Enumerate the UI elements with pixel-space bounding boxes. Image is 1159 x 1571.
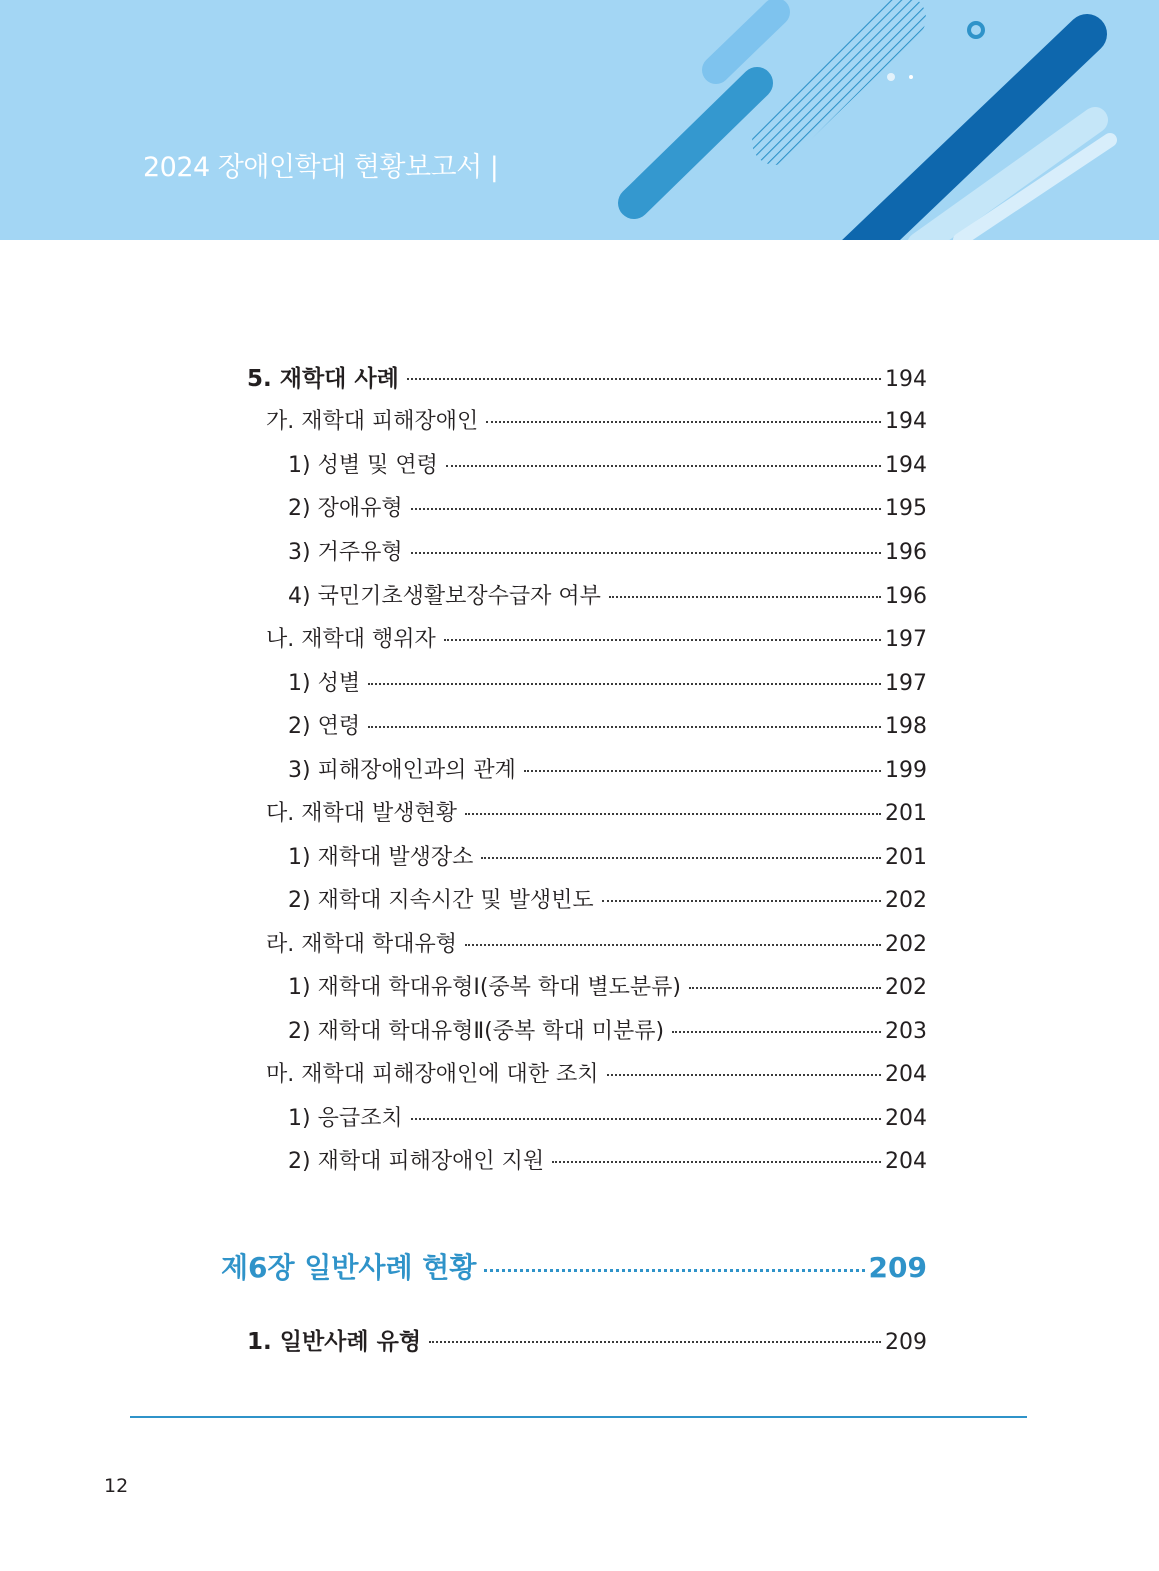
- toc-entry-na-2[interactable]: [288, 709, 927, 740]
- toc-entry-page: 194: [885, 409, 927, 434]
- toc-entry-section-1[interactable]: [247, 1323, 927, 1356]
- toc-entry-ra-2[interactable]: [288, 1014, 927, 1045]
- toc-entry-page: 194: [885, 367, 927, 392]
- toc-entry-ma-2[interactable]: [288, 1144, 927, 1175]
- toc-entry-page: 204: [885, 1149, 927, 1174]
- toc-entry-label: 1) 재학대 학대유형Ⅰ(중복 학대 별도분류): [288, 975, 681, 1000]
- toc-entry-label: 2) 재학대 학대유형Ⅱ(중복 학대 미분류): [288, 1019, 665, 1044]
- toc-entry-ga-2[interactable]: [288, 491, 927, 522]
- leader-dots: [411, 508, 881, 510]
- toc-entry-da[interactable]: [266, 796, 927, 827]
- toc-entry-ra-1[interactable]: [288, 970, 927, 1001]
- leader-dots: [446, 465, 881, 467]
- toc-chapter-label: 제6장 일반사례 현황: [221, 1251, 477, 1284]
- report-title: 2024 장애인학대 현황보고서 |: [143, 152, 499, 183]
- toc-entry-label: 나. 재학대 행위자: [266, 627, 436, 652]
- toc-entry-page: 196: [885, 584, 927, 609]
- leader-dots: [429, 1341, 881, 1343]
- toc-entry-label: 2) 재학대 피해장애인 지원: [288, 1149, 545, 1174]
- toc-entry-page: 201: [885, 801, 927, 826]
- toc-entry-label: 2) 재학대 지속시간 및 발생빈도: [288, 888, 594, 913]
- toc-entry-label: 마. 재학대 피해장애인에 대한 조치: [266, 1062, 599, 1087]
- toc-chapter-page: 209: [868, 1251, 927, 1284]
- toc-entry-ma-1[interactable]: [288, 1101, 927, 1132]
- toc-entry-ga-1[interactable]: [288, 448, 927, 479]
- toc-entry-label: 1) 성별 및 연령: [288, 453, 438, 478]
- toc-entry-da-1[interactable]: [288, 840, 927, 871]
- toc-entry-page: 195: [885, 496, 927, 521]
- toc-entry-label: 4) 국민기초생활보장수급자 여부: [288, 584, 601, 609]
- footer-divider: [130, 1416, 1027, 1418]
- toc-entry-label: 3) 거주유형: [288, 540, 403, 565]
- leader-dots: [411, 552, 881, 554]
- leader-dots: [486, 421, 881, 423]
- toc-entry-page: 202: [885, 888, 927, 913]
- header-banner: [0, 0, 1159, 240]
- toc-entry-na[interactable]: [266, 622, 927, 653]
- leader-dots: [609, 596, 881, 598]
- leader-dots: [368, 683, 881, 685]
- leader-dots: [444, 639, 881, 641]
- toc-entry-page: 196: [885, 540, 927, 565]
- toc-entry-page: 201: [885, 845, 927, 870]
- leader-dots: [524, 770, 881, 772]
- toc-entry-page: 204: [885, 1106, 927, 1131]
- leader-dots: [672, 1031, 881, 1033]
- toc-entry-label: 1. 일반사례 유형: [247, 1329, 422, 1355]
- toc-entry-ga-3[interactable]: [288, 535, 927, 566]
- toc-entry-na-1[interactable]: [288, 666, 927, 697]
- toc-entry-label: 라. 재학대 학대유형: [266, 932, 457, 957]
- toc-entry-label: 1) 재학대 발생장소: [288, 845, 474, 870]
- toc-entry-label: 3) 피해장애인과의 관계: [288, 758, 516, 783]
- toc-entry-label: 2) 장애유형: [288, 496, 403, 521]
- toc-entry-page: 198: [885, 714, 927, 739]
- leader-dots: [465, 944, 881, 946]
- toc-entry-label: 1) 응급조치: [288, 1106, 403, 1131]
- toc-entry-page: 202: [885, 975, 927, 1000]
- leader-dots: [407, 378, 881, 380]
- decorative-stripes: [0, 0, 1159, 240]
- leader-dots: [552, 1161, 881, 1163]
- leader-dots: [607, 1074, 882, 1076]
- toc-entry-page: 203: [885, 1019, 927, 1044]
- toc-entry-page: 199: [885, 758, 927, 783]
- leader-dots: [602, 900, 881, 902]
- toc-entry-na-3[interactable]: [288, 753, 927, 784]
- toc-entry-page: 197: [885, 627, 927, 652]
- toc-entry-label: 다. 재학대 발생현황: [266, 801, 457, 826]
- leader-dots: [368, 726, 881, 728]
- leader-dots: [411, 1118, 881, 1120]
- toc-entry-chapter-6[interactable]: [221, 1246, 927, 1286]
- leader-dots: [481, 857, 881, 859]
- leader-dots: [465, 813, 881, 815]
- toc-entry-page: 197: [885, 671, 927, 696]
- toc-entry-label: 5. 재학대 사례: [247, 366, 399, 392]
- toc-entry-ga-4[interactable]: [288, 579, 927, 610]
- toc-entry-ra[interactable]: [266, 927, 927, 958]
- page-number: 12: [104, 1475, 129, 1497]
- toc-entry-label: 1) 성별: [288, 671, 361, 696]
- leader-dots: [484, 1269, 864, 1272]
- toc-entry-ma[interactable]: [266, 1057, 927, 1088]
- toc-entry-ga[interactable]: [266, 404, 927, 435]
- toc-entry-section-5[interactable]: [247, 360, 927, 393]
- toc-entry-da-2[interactable]: [288, 883, 927, 914]
- toc-entry-page: 209: [885, 1330, 927, 1355]
- toc-entry-label: 2) 연령: [288, 714, 361, 739]
- toc-entry-page: 202: [885, 932, 927, 957]
- leader-dots: [689, 987, 881, 989]
- toc-entry-label: 가. 재학대 피해장애인: [266, 409, 479, 434]
- toc-entry-page: 204: [885, 1062, 927, 1087]
- toc-entry-page: 194: [885, 453, 927, 478]
